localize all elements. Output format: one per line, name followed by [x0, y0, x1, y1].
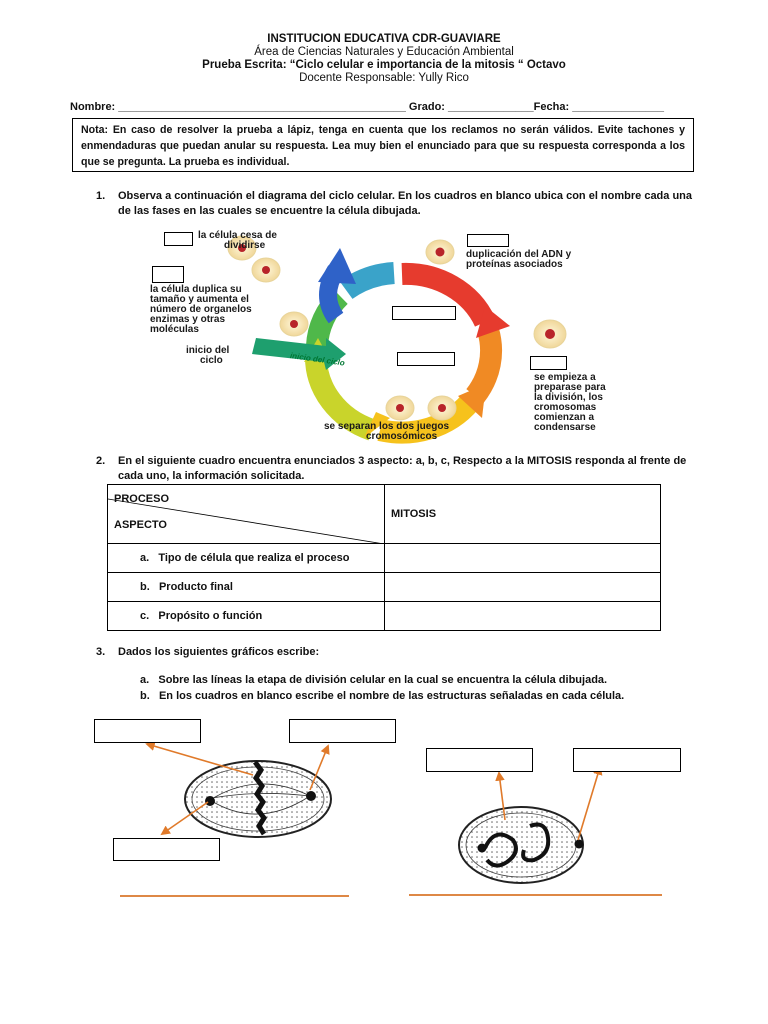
cell-top-right — [426, 240, 454, 264]
question-2 — [0, 454, 768, 484]
table-row — [108, 544, 661, 573]
test-label: Prueba Escrita: — [202, 59, 287, 71]
structure-box-1[interactable] — [94, 719, 201, 743]
centriole-left-2 — [478, 844, 487, 853]
answer-cell-a[interactable] — [385, 544, 661, 573]
label-stop-divide: la célula cesa de dividirse — [198, 230, 277, 251]
aspect-c: c. Propósito o función — [108, 602, 385, 631]
institution-title: INSTITUCION EDUCATIVA CDR-GUAVIARE — [267, 33, 501, 45]
aspect-a: a. Tipo de célula que realiza el proceso — [108, 544, 385, 573]
centriole-left — [205, 796, 215, 806]
table-header-row — [108, 485, 661, 544]
phase-box-center-top[interactable] — [392, 306, 456, 320]
question-3-item-b: b. En los cuadros en blanco escribe el nombre de las estructuras señaladas en cada célula. — [140, 690, 625, 702]
structure-box-3[interactable] — [113, 838, 220, 861]
question-3-item-a: a. Sobre las líneas la etapa de división celular en la cual se encuentra la célula dibujada. — [140, 674, 608, 686]
area-line: Área de Ciencias Naturales y Educación Ambiental — [254, 46, 514, 58]
label-prepare-division: se empieza a preparase para la división, los cromosomas comienzan a condensarse — [534, 372, 606, 433]
answer-cell-b[interactable] — [385, 573, 661, 602]
cell-anaphase — [459, 807, 584, 883]
label-chromosome-separation: se separan los dos juegos cromosómicos — [324, 421, 450, 442]
cell-cycle-diagram — [140, 226, 640, 444]
header-mitosis: MITOSIS — [385, 485, 661, 544]
start-arrow-label: inicio del ciclo — [289, 351, 346, 368]
arrow-to-box-5 — [578, 767, 600, 840]
question-2-number: 2. — [96, 455, 106, 467]
header-proceso-aspecto — [108, 485, 385, 544]
cell-bottom-right — [428, 396, 456, 420]
test-title: “Ciclo celular e importancia de la mitosis “ Octavo — [289, 59, 566, 71]
question-1-number: 1. — [96, 190, 106, 202]
question-3-text: Dados los siguientes gráficos escribe: — [118, 646, 320, 658]
centriole-right-2 — [575, 840, 584, 849]
cell-right — [534, 320, 566, 348]
phase-box-g2[interactable] — [530, 356, 567, 370]
question-1 — [0, 189, 768, 221]
structure-box-4[interactable] — [426, 748, 533, 772]
phase-box-g0[interactable] — [164, 232, 193, 246]
question-1-text: Observa a continuación el diagrama del ciclo celular. En los cuadros en blanco ubica con el nombre cada una de las fases en las cuales se encuentre la célula dibujada. — [118, 190, 693, 217]
question-3-number: 3. — [96, 646, 106, 658]
centriole-right — [306, 791, 316, 801]
exit-arrow-head — [318, 248, 356, 284]
question-3 — [0, 645, 768, 661]
table-row — [108, 573, 661, 602]
header-proceso: PROCESO — [114, 493, 170, 505]
label-cell-growth: la célula duplica su tamaño y aumenta el número de organelos enzimas y otras moléculas — [150, 284, 252, 335]
answer-cell-c[interactable] — [385, 602, 661, 631]
cell-bottom-left — [386, 396, 414, 420]
name-label: Nombre: — [70, 101, 116, 113]
cell-metaphase — [185, 761, 331, 837]
cell-mid-left — [280, 312, 308, 336]
phase-box-s[interactable] — [467, 234, 509, 247]
note-box: Nota: En caso de resolver la prueba a lápiz, tenga en cuenta que los reclamos no serán válidos. Evite tachones y enmendaduras que puedan anular su respuesta. Lea muy bien el enunciado para que su respuesta corresponda a los que se pregunta. La prueba es individual. — [72, 118, 694, 172]
name-field[interactable]: _______________________________________________ — [118, 101, 406, 113]
label-cycle-start: inicio del ciclo — [186, 345, 230, 366]
aspect-b: b. Producto final — [108, 573, 385, 602]
mitosis-table — [107, 484, 661, 631]
teacher-line: Docente Responsable: Yully Rico — [299, 72, 469, 84]
date-field[interactable]: _______________ — [572, 101, 664, 113]
phase-box-center-bottom[interactable] — [397, 352, 455, 366]
grade-label: Grado: — [408, 101, 445, 113]
date-label: Fecha: — [533, 101, 570, 113]
cell-left — [252, 258, 280, 282]
arrow-to-box-1 — [147, 744, 253, 775]
phase-box-g1[interactable] — [152, 266, 184, 283]
structure-box-5[interactable] — [573, 748, 681, 772]
student-fields-row — [70, 101, 690, 113]
grade-field[interactable]: ______________ — [448, 101, 534, 113]
header-aspecto: ASPECTO — [114, 519, 167, 531]
question-2-text: En el siguiente cuadro encuentra enunciados 3 aspecto: a, b, c, Respecto a la MITOSIS responda al frente de cada uno, la información solicitada. — [118, 455, 687, 482]
test-title-line — [0, 59, 768, 72]
table-row — [108, 602, 661, 631]
label-dna-duplication: duplicación del ADN y proteínas asociados — [466, 249, 572, 270]
structure-box-2[interactable] — [289, 719, 396, 743]
